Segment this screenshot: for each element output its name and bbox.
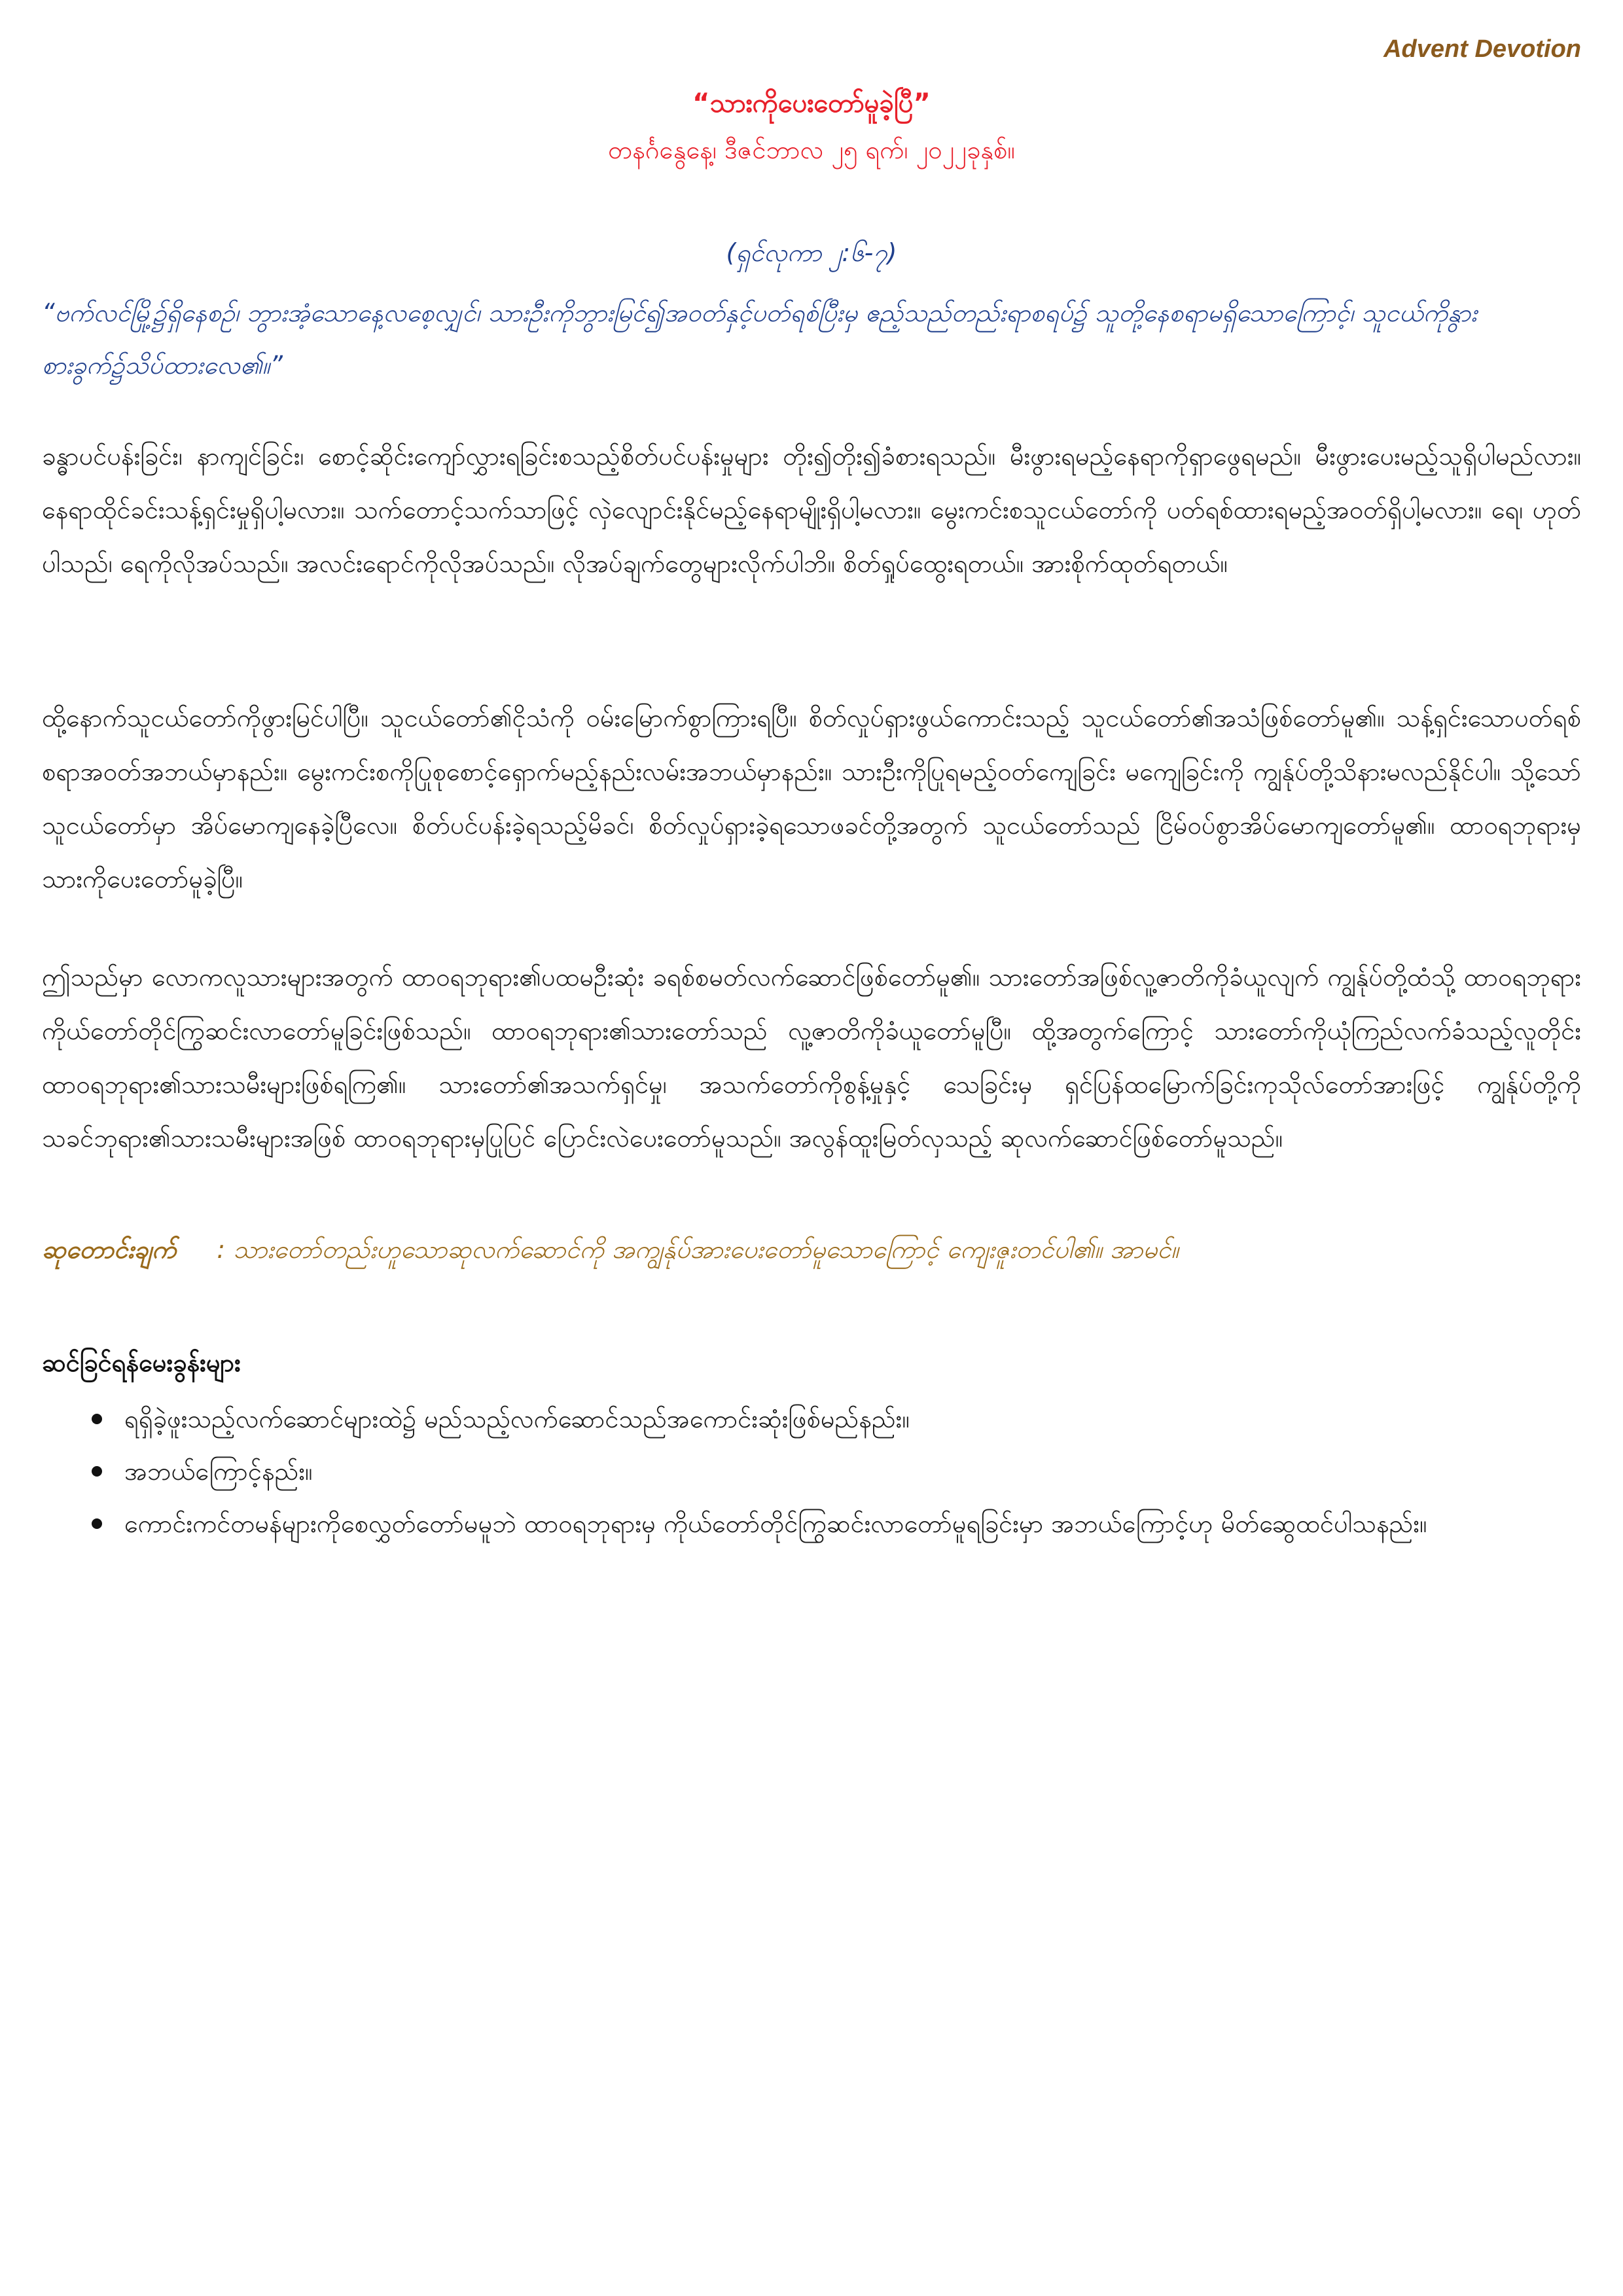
prayer-separator: :: [217, 1235, 226, 1264]
page-date: တနင်္ဂနွေနေ့၊ ဒီဇင်ဘာလ ၂၅ ရက်၊ ၂၀၂၂ခုနှစ်။: [608, 135, 1015, 164]
question-item: [42, 1393, 1581, 1445]
questions-heading: ဆင်ခြင်ရန်မေးခွန်းများ: [42, 1348, 241, 1377]
body-paragraph-3: ဤသည်မှာ လောကလူသားများအတွက် ထာဝရဘုရား၏ပထမဦးဆုံး ခရစ်စမတ်လက်ဆောင်ဖြစ်တော်မူ၏။ သားတော်အဖြစ်လူ့ဇာတိကိုခံယူလျက် ကျွန်ုပ်တို့ထံသို့ ထာဝရဘုရားကိုယ်တော်တိုင်ကြွဆင်းလာတော်မူခြင်းဖြစ်သည်။ ထာဝရဘုရား၏သားတော်သည် လူ့ဇာတိကိုခံယူတော်မူပြီ။ ထို့အတွက်ကြောင့် သားတော်ကိုယုံကြည်လက်ခံသည့်လူတိုင်း ထာဝရဘုရား၏သားသမီးများဖြစ်ရကြ၏။ သားတော်၏အသက်ရှင်မှု၊ အသက်တော်ကိုစွန့်မှုနှင့် သေခြင်းမှ ရှင်ပြန်ထမြောက်ခြင်းကုသိုလ်တော်အားဖြင့် ကျွန်ုပ်တို့ကိုသခင်ဘုရား၏သားသမီးများအဖြစ် ထာဝရဘုရားမှပြုပြင် ပြောင်းလဲပေးတော်မူသည်။ အလွန်ထူးမြတ်လှသည့် ဆုလက်ဆောင်ဖြစ်တော်မူသည်။: [42, 963, 1581, 1153]
page-title: “သားကိုပေးတော်မူခဲ့ပြီ”: [692, 88, 931, 118]
prayer-label: ဆုတောင်းချက်: [42, 1235, 177, 1264]
bullet-icon: [92, 1466, 102, 1477]
question-item: [42, 1498, 1581, 1550]
prayer-text: သားတော်တည်းဟူသောဆုလက်ဆောင်ကို အကျွန်ုပ်အားပေးတော်မူသောကြောင့် ကျေးဇူးတင်ပါ၏။ အာမင်။: [233, 1235, 1179, 1264]
bullet-icon: [92, 1518, 102, 1529]
scripture-reference: (ရှင်လုကာ ၂:၆-၇): [726, 238, 897, 267]
prayer: [42, 1234, 1581, 1270]
question-item: [42, 1445, 1581, 1498]
questions-list: [42, 1393, 1581, 1550]
header-tag: Advent Devotion: [1383, 35, 1581, 63]
body-paragraph-2: ထို့နောက်သူငယ်တော်ကိုဖွားမြင်ပါပြီ။ သူငယ်တော်၏ငိုသံကို ဝမ်းမြောက်စွာကြားရပြီ။ စိတ်လှုပ်ရှားဖွယ်ကောင်းသည့် သူငယ်တော်၏အသံဖြစ်တော်မူ၏။ သန့်ရှင်းသောပတ်ရစ်စရာအဝတ်အဘယ်မှာနည်း။ မွေးကင်းစကိုပြုစုစောင့်ရှောက်မည့်နည်းလမ်းအဘယ်မှာနည်း။ သားဦးကိုပြုရမည့်ဝတ်ကျေခြင်း မကျေခြင်းကို ကျွန်ုပ်တို့သိနားမလည်နိုင်ပါ။ သို့သော် သူငယ်တော်မှာ အိပ်မောကျနေခဲ့ပြီလေ။ စိတ်ပင်ပန်းခဲ့ရသည့်မိခင်၊ စိတ်လှုပ်ရှားခဲ့ရသောဖခင်တို့အတွက် သူငယ်တော်သည် ငြိမ်ဝပ်စွာအိပ်မောကျတော်မူ၏။ ထာဝရဘုရားမှ သားကိုပေးတော်မူခဲ့ပြီ။: [42, 704, 1581, 893]
scripture-text: “ဗက်လင်မြို့၌ရှိနေစဉ်၊ ဘွားအံ့သောနေ့လစေ့လျှင်၊ သားဦးကိုဘွားမြင်၍အဝတ်နှင့်ပတ်ရစ်ပြီးမှ ဧည့်သည်တည်းရာစရပ်၌ သူတို့နေစရာမရှိသောကြောင့်၊ သူငယ်ကိုနွားစားခွက်၌သိပ်ထားလေ၏။”: [42, 298, 1477, 380]
bullet-icon: [92, 1414, 102, 1424]
question-text: အဘယ်ကြောင့်နည်း။: [124, 1457, 313, 1486]
body-paragraph-1: ခန္ဓာပင်ပန်းခြင်း၊ နာကျင်ခြင်း၊ စောင့်ဆိုင်းကျော်လွှားရခြင်းစသည့်စိတ်ပင်ပန်းမှုများ တိုး၍တိုး၍ခံစားရသည်။ မီးဖွားရမည့်နေရာကိုရှာဖွေရမည်။ မီးဖွားပေးမည့်သူရှိပါမည်လား။ နေရာထိုင်ခင်းသန့်ရှင်းမှုရှိပါ့မလား။ သက်တောင့်သက်သာဖြင့် လှဲလျောင်းနိုင်မည့်နေရာမျိုးရှိပါ့မလား။ မွေးကင်းစသူငယ်တော်ကို ပတ်ရစ်ထားရမည့်အဝတ်ရှိပါ့မလား။ ရေ၊ ဟုတ်ပါသည်၊ ရေကိုလိုအပ်သည်။ အလင်းရောင်ကိုလိုအပ်သည်။ လိုအပ်ချက်တွေများလိုက်ပါဘိ။ စိတ်ရှုပ်ထွေးရတယ်။ အားစိုက်ထုတ်ရတယ်။: [42, 442, 1581, 578]
question-text: ကောင်းကင်တမန်များကိုစေလွှတ်တော်မမူဘဲ ထာဝရဘုရားမှ ကိုယ်တော်တိုင်ကြွဆင်းလာတော်မူရခြင်းမှာ အဘယ်ကြောင့်ဟု မိတ်ဆွေထင်ပါသနည်း။: [124, 1509, 1427, 1538]
question-text: ရရှိခဲ့ဖူးသည့်လက်ဆောင်များထဲ၌ မည်သည့်လက်ဆောင်သည်အကောင်းဆုံးဖြစ်မည်နည်း။: [124, 1405, 910, 1433]
